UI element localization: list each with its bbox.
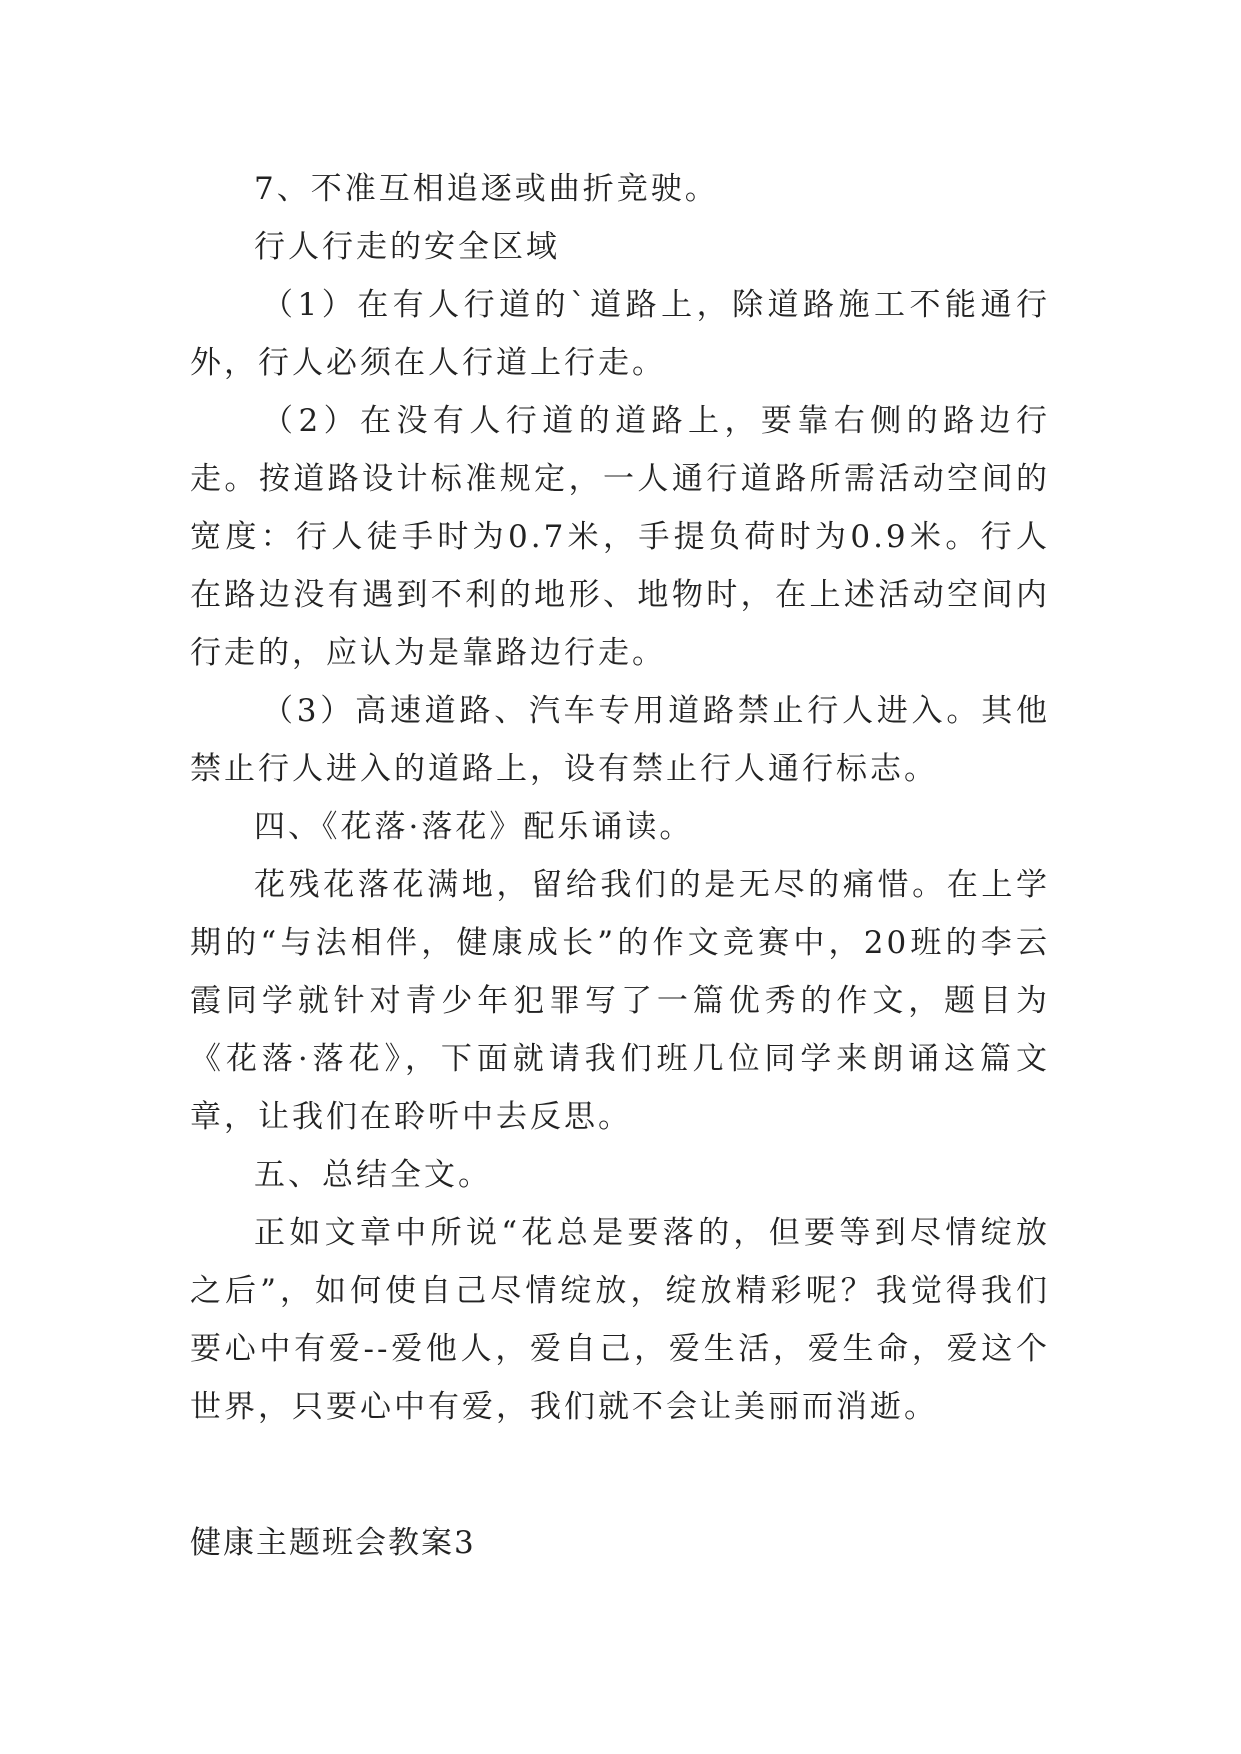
- paragraph-section-5: 五、总结全文。: [254, 1157, 492, 1193]
- paragraph-item-2: （2）在没有人行道的道路上，要靠右侧的路边行走。按道路设计标准规定，一人通行道路所需活动空间的宽度：行人徒手时为0.7米，手提负荷时为0.9米。行人在路边没有遇到不利的地形、地物时，在上述活动空间内行走的，应认为是靠路边行走。: [190, 403, 1050, 671]
- paragraph-item-3: （3）高速道路、汽车专用道路禁止行人进入。其他禁止行人进入的道路上，设有禁止行人通行标志。: [190, 693, 1050, 787]
- section-title-block: [190, 1514, 1050, 1572]
- paragraph-item-1: （1）在有人行道的`道路上，除道路施工不能通行外，行人必须在人行道上行走。: [190, 287, 1050, 381]
- paragraph-summary: 正如文章中所说“花总是要落的，但要等到尽情绽放之后”，如何使自己尽情绽放，绽放精彩呢？我觉得我们要心中有爱--爱他人，爱自己，爱生活，爱生命，爱这个世界，只要心中有爱，我们就不会让美丽而消逝。: [190, 1215, 1050, 1425]
- paragraph-safe-zone-heading: 行人行走的安全区域: [254, 229, 560, 265]
- document-body: [190, 160, 1050, 1572]
- section-title: 健康主题班会教案3: [190, 1525, 476, 1561]
- paragraph-poem-intro: 花残花落花满地，留给我们的是无尽的痛惜。在上学期的“与法相伴，健康成长”的作文竞赛中，20班的李云霞同学就针对青少年犯罪写了一篇优秀的作文，题目为《花落·落花》，下面就请我们班几位同学来朗诵这篇文章，让我们在聆听中去反思。: [190, 867, 1050, 1135]
- paragraph-rule-7: 7、不准互相追逐或曲折竞驶。: [254, 171, 719, 207]
- paragraph-section-4: 四、《花落·落花》配乐诵读。: [254, 809, 694, 845]
